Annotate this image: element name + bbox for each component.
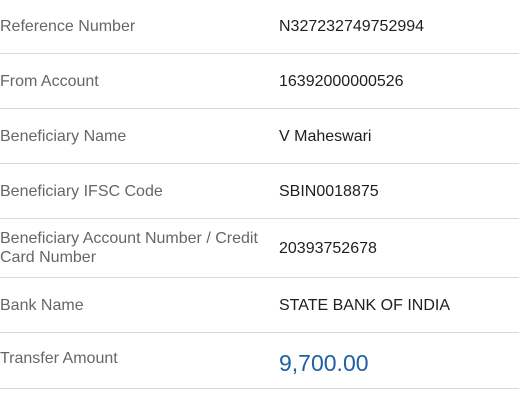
transfer-amount-value: 9,700.00 bbox=[279, 349, 369, 376]
beneficiary-name-label: Beneficiary Name bbox=[0, 127, 127, 145]
reference-number-label: Reference Number bbox=[0, 18, 136, 35]
row-beneficiary-name bbox=[0, 109, 519, 164]
row-reference-number bbox=[0, 0, 519, 54]
beneficiary-name-value: V Maheswari bbox=[279, 127, 372, 145]
from-account-value: 16392000000526 bbox=[279, 72, 404, 90]
row-transfer-amount bbox=[0, 333, 519, 389]
reference-number-value: N327232749752994 bbox=[279, 18, 425, 35]
row-from-account bbox=[0, 54, 519, 109]
from-account-label: From Account bbox=[0, 72, 99, 90]
row-beneficiary-account-number bbox=[0, 219, 519, 278]
transfer-amount-label: Transfer Amount bbox=[0, 350, 118, 367]
beneficiary-account-number-value: 20393752678 bbox=[279, 239, 377, 257]
row-beneficiary-ifsc bbox=[0, 164, 519, 219]
bank-name-label: Bank Name bbox=[0, 296, 84, 314]
row-bank-name bbox=[0, 278, 519, 333]
bank-name-value: STATE BANK OF INDIA bbox=[279, 296, 450, 314]
beneficiary-account-number-label: Beneficiary Account Number / Credit Card Number bbox=[0, 230, 258, 266]
beneficiary-ifsc-label: Beneficiary IFSC Code bbox=[0, 182, 163, 200]
beneficiary-ifsc-value: SBIN0018875 bbox=[279, 182, 379, 200]
